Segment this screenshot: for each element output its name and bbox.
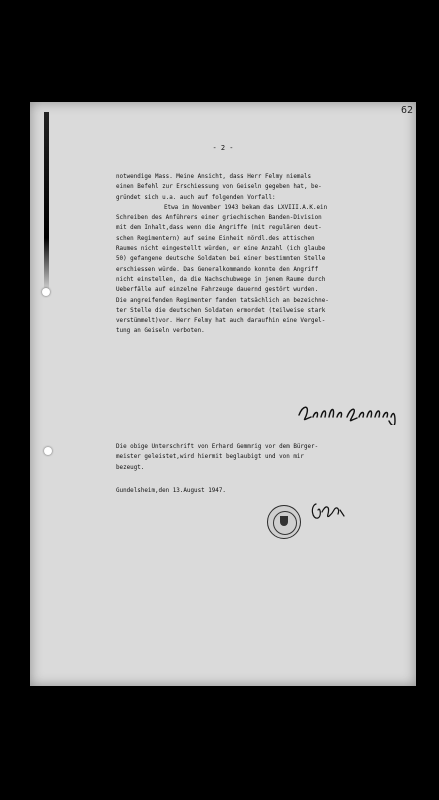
paragraph-1: notwendige Mass. Meine Ansicht, dass Herr Felmy niemals einen Befehl zur Erschiessung von Geiseln gegeben hat, be- gründet sich u.a. auch auf folgenden Vorfall:	[116, 174, 322, 201]
page-number: - 2 -	[212, 144, 234, 152]
punch-hole	[42, 288, 50, 296]
document-page	[30, 102, 416, 686]
paragraph-2: Etwa im November 1943 bekam das LXVIII.A.K.ein Schreiben des Anführers einer griechischen Banden-Division mit dem Inhalt,dass wenn die Angriffe (mit regulären deut- schen Regimentern) auf seine Einheit nördl.des attischen Raumes nicht eingestellt würden, er eine Anzahl (ich glaube 50) gefangene deutsche Soldaten bei einer bestimmten Stelle erschiessen würde. Das Generalkommando konnte den Angriff nicht einstellen, da die Nachschubwege in jenem Raume durch Ueberfälle auf einzelne Fahrzeuge dauernd gestört wurden. Die angreifenden Regimenter fanden tatsächlich an bezeichne- ter Stelle die deutschen Soldaten ermordet (teilweise stark verstümmelt)vor. Herr Felmy hat auch daraufhin eine Vergel- tung an Geiseln verboten.	[116, 204, 329, 335]
handwritten-signature	[295, 399, 415, 425]
certification-paragraph: Die obige Unterschrift von Erhard Gemmrig vor dem Bürger- meister geleistet,wird hiermit beglaubigt und von mir bezeugt.	[116, 444, 319, 471]
official-seal	[267, 505, 301, 539]
punch-hole	[44, 447, 52, 455]
certification-text	[116, 442, 406, 473]
place-date: Gundelsheim,den 13.August 1947.	[116, 488, 226, 494]
seal-crest-icon	[280, 516, 288, 526]
letter-body	[116, 172, 406, 337]
binding-shadow	[44, 112, 49, 292]
handwritten-initials	[310, 500, 346, 524]
folio-number: 62	[400, 105, 413, 116]
